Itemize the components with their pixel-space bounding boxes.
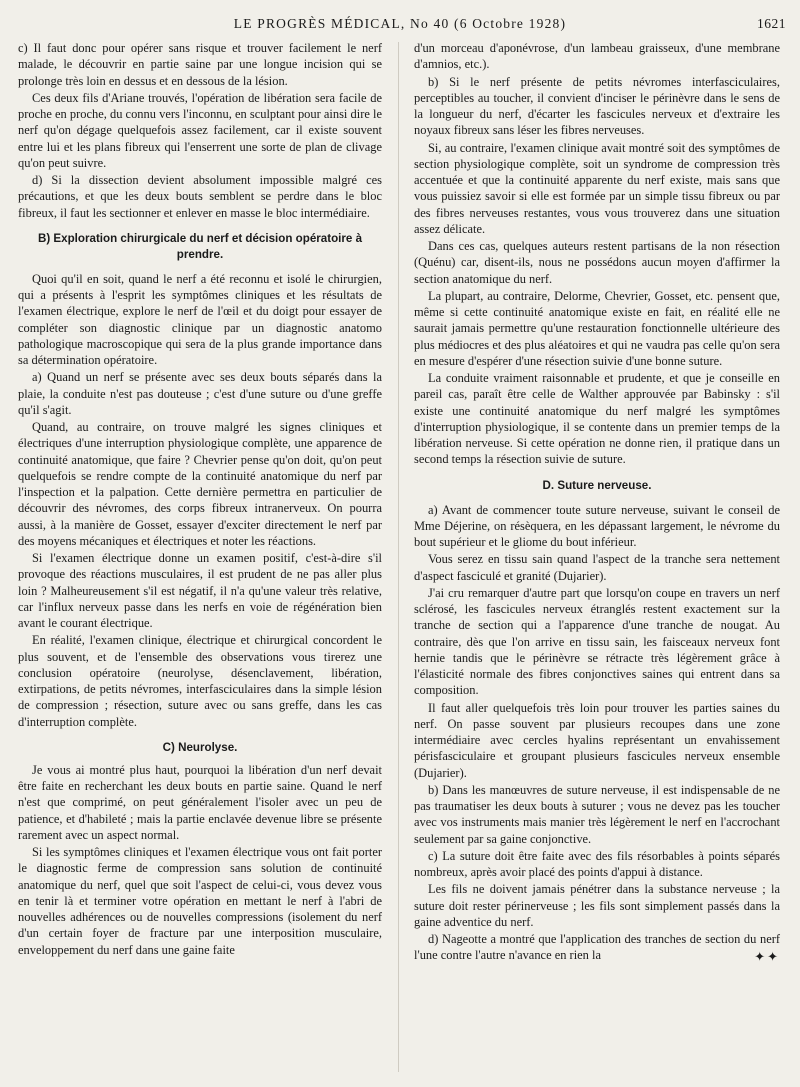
paragraph: Si les symptômes cliniques et l'examen électrique vous ont fait porter le diagnostic ferme de compression sans solution de continuité anatomique du nerf, quel que soit l'aspect de celui-ci, vous devez vous en tenir là et terminer votre opération en mettant le nerf à l'abri de nouvelles adhérences ou de nouvelles compressions (isolement du nerf d'un certain foyer de fracture par une interposition musculaire, enveloppement du nerf dans une gaine faite: [18, 845, 382, 957]
paragraph: d) Nageotte a montré que l'application des tranches de section du nerf l'une contre l'autre n'avance en rien la: [414, 932, 780, 963]
paragraph: Quand, au contraire, on trouve malgré les signes cliniques et électriques d'une interruption physiologique complète, une apparence de continuité anatomique, que faire ? Chevrier pense qu'on doit, qu'on peut quelquefois se rendre compte de la continuité anatomique du nerf par l'inspection et la palpation. Cette dernière permettra en particulier de découvrir des névromes, des corps fibreux intranerveux. On pourra aussi, à la manière de Gosset, essayer d'exciter directement le nerf par des moyens mécaniques et électriques et noter les réactions.: [18, 420, 382, 548]
section-heading-d: D. Suture nerveuse.: [542, 478, 652, 492]
paragraph: J'ai cru remarquer d'autre part que lorsqu'on coupe en travers un nerf sclérosé, les fascicules nerveux étranglés restent exactement sur la tranche de section qui a l'apparence d'une tranche de nougat. Au contraire, dès que l'on arrive en tissu sain, les faisceaux nerveux font hernie tandis que le périnèvre se rétracte très légèrement grâce à l'élasticité normale des fibres conjonctives saines qui entrent dans sa composition.: [414, 585, 780, 698]
paragraph: c) Il faut donc pour opérer sans risque et trouver facilement le nerf malade, le découvrir en partie saine par une longue incision qui se prolonge très loin en dessus et en dessous de la lésion.: [18, 41, 382, 88]
right-column: [414, 40, 780, 965]
paragraph: Vous serez en tissu sain quand l'aspect de la tranche sera nettement d'aspect fasciculé et granité (Dujarier).: [414, 552, 780, 583]
paragraph: a) Quand un nerf se présente avec ses deux bouts séparés dans la plaie, la conduite n'est pas douteuse ; c'est d'une suture ou d'une greffe qu'il s'agit.: [18, 370, 382, 417]
paragraph: Les fils ne doivent jamais pénétrer dans la substance nerveuse ; la suture doit rester périnerveuse ; les fils sont simplement passés dans la gaine adventice du nerf.: [414, 882, 780, 929]
paragraph: Je vous ai montré plus haut, pourquoi la libération d'un nerf devait être faite en recherchant les deux bouts en partie saine. Quand le nerf n'est que comprimé, on peut généralement l'isoler avec un peu de patience, et d'habileté ; mais la partie enclavée devenue libre se présente rarement avec un aspect normal.: [18, 762, 382, 842]
page-number: 1621: [757, 16, 786, 31]
left-column: [18, 40, 382, 959]
paragraph: Si l'examen électrique donne un examen positif, c'est-à-dire s'il provoque des réactions musculaires, il est prudent de ne pas aller plus loin ? Malheureusement s'il est négatif, il n'a qu'une valeur très relative, car l'influx nerveux passe dans les nerfs en voie de régénération bien avant le courant électrique.: [18, 551, 382, 630]
section-heading-b: B) Exploration chirurgicale du nerf et décision opératoire à prendre.: [37, 231, 363, 261]
paragraph: Ces deux fils d'Ariane trouvés, l'opération de libération sera facile de proche en proche, du connu vers l'inconnu, en sculptant pour ainsi dire le nerf qu'on dégage quelquefois assez facilement, car il existe souvent entre lui et les plans fibreux qui l'enserrent une sorte de plan de clivage qu'on peut suivre.: [18, 90, 382, 170]
paragraph: Quoi qu'il en soit, quand le nerf a été reconnu et isolé le chirurgien, qui a présents à l'esprit les symptômes cliniques et les résultats de l'examen électrique, explore le nerf de l'œil et du doigt pour essayer de compléter son diagnostic clinique par un diagnostic anatomo pathologique macroscopique qui sera de la plus grande importance dans sa détermination opératoire.: [18, 271, 382, 367]
paragraph: d) Si la dissection devient absolument impossible malgré ces précautions, et que les deux bouts semblent se perdre dans le bloc fibreux, il faut les sectionner et enlever en masse le bloc intermédiaire.: [18, 173, 382, 220]
section-heading-c: C) Neurolyse.: [162, 740, 238, 754]
paragraph: En réalité, l'examen clinique, électrique et chirurgical concordent le plus souvent, et de l'ensemble des observations vous tirerez une conclusion opératoire (neurolyse, désenclavement, libération, extirpations, de petits névromes, interfasciculaires dans la simple lésion de compression ; résection, suture avec ou sans greffe, dans les cas d'interruption complète.: [18, 633, 382, 729]
paragraph: c) La suture doit être faite avec des fils résorbables à points séparés nombreux, après avoir placé des points d'appui à distance.: [414, 848, 780, 879]
paragraph: Si, au contraire, l'examen clinique avait montré soit des symptômes de section physiologique complète, soit un syndrome de compression très accentuée et que la continuité apparente du nerf existe, mais sans que vous puissiez savoir si elle est formée par un simple tissu fibreux ou par des fibres nerveuses restantes, vous vous trouverez dans une situation assez délicate.: [414, 140, 780, 236]
journal-title: LE PROGRÈS MÉDICAL, No 40 (6 Octobre 1928): [233, 16, 567, 31]
paragraph: La plupart, au contraire, Delorme, Chevrier, Gosset, etc. pensent que, même si cette continuité anatomique existe en fait, en réalité elle ne saurait jamais permettre qu'une restauration fonctionnelle ultérieure des plus médiocres et des plus aléatoires et qui ne vaudra pas celle qu'on sera en mesure d'espérer d'une résection suivie d'une bonne suture.: [414, 288, 780, 368]
paragraph: Dans ces cas, quelques auteurs restent partisans de la non résection (Quénu) car, disent-ils, nous ne possédons aucun moyen d'affirmer la section anatomique du nerf.: [414, 239, 780, 286]
ornament-icon: ✦✦: [754, 948, 780, 964]
page-header: [0, 16, 800, 38]
paragraph: Il faut aller quelquefois très loin pour trouver les parties saines du nerf. On passe souvent par plusieurs recoupes dans une zone intermédiaire avec cercles hyalins représentant un envahissement périsfasciculaire et groupant plusieurs fascicules nerveux ensemble (Dujarier).: [414, 700, 780, 780]
paragraph: a) Avant de commencer toute suture nerveuse, suivant le conseil de Mme Déjerine, on résèquera, en les dépassant largement, le névrome du bout supérieur et le gliome du bout inférieur.: [414, 502, 780, 549]
paragraph: b) Dans les manœuvres de suture nerveuse, il est indispensable de ne pas traumatiser les deux bouts à suturer ; vous ne devez pas les toucher avec vos instruments mais manier très légèrement le nerf en l'accrochant seulement par sa gaine conjonctive.: [414, 782, 780, 846]
paragraph: b) Si le nerf présente de petits névromes interfasciculaires, perceptibles au toucher, il convient d'inciser le périnèvre dans le sens de la longueur du nerf, d'écarter les fascicules nerveux et d'extraire les noyaux fibreux sans léser les fibres nerveuses.: [414, 74, 780, 138]
paragraph: La conduite vraiment raisonnable et prudente, et que je conseille en pareil cas, paraît être celle de Walther approuvée par Babinsky : s'il existe une continuité anatomique du nerf malgré les symptômes d'interruption physiologique, il se contente dans un premier temps de la libération nerveuse. Si cette opération ne donne rien, il pratique dans un second temps la résection suivie de suture.: [414, 371, 780, 467]
column-divider: [398, 42, 399, 1072]
paragraph: d'un morceau d'aponévrose, d'un lambeau graisseux, d'une membrane d'amnios, etc.).: [414, 41, 780, 72]
